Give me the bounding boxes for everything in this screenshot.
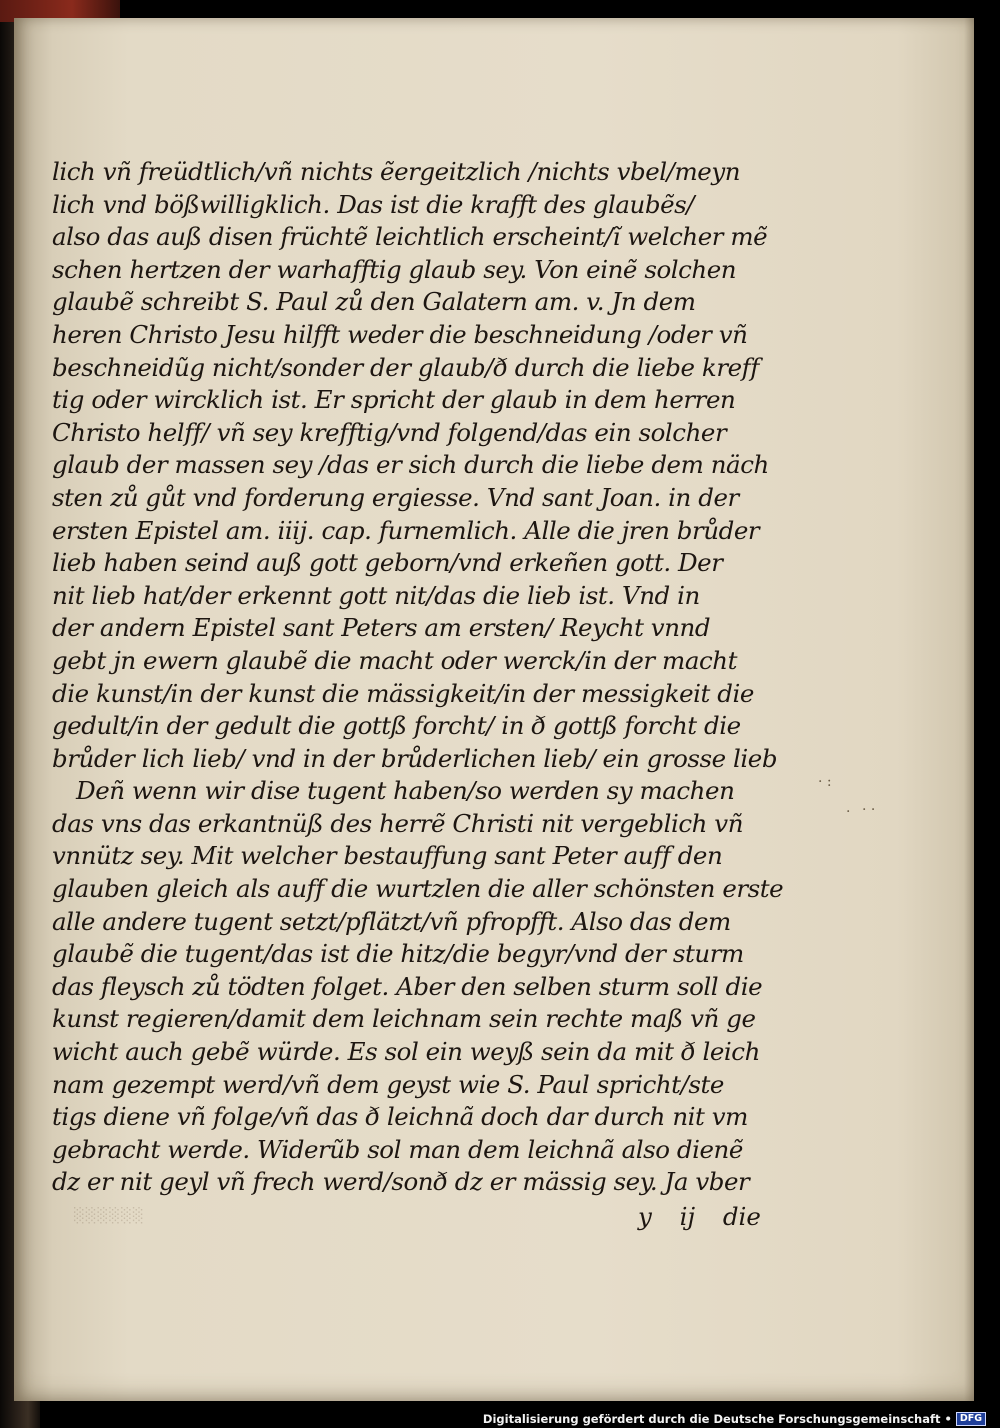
text-line: dz er nit geyl vñ frech werd/sonð dz er mässig sey. Ja vber <box>52 1167 750 1197</box>
margin-speck: · · <box>862 802 876 818</box>
text-line: lich vnd bößwilligklich. Das ist die krafft des glaubẽs/ <box>52 189 695 219</box>
text-line: kunst regieren/damit dem leichnam sein rechte maß vñ ge <box>52 1004 756 1034</box>
text-line: brůder lich lieb/ vnd in der brůderlichen lieb/ ein grosse lieb <box>52 743 778 773</box>
text-line: glaubẽ schreibt S. Paul zů den Galatern am. v. Jn dem <box>52 287 696 317</box>
text-line: das vns das erkantnüß des herrẽ Christi nit vergeblich vñ <box>52 808 744 838</box>
text-line: das fleysch zů tödten folget. Aber den selben sturm soll die <box>52 971 763 1001</box>
text-line: Deñ wenn wir dise tugent haben/so werden sy machen <box>76 776 735 806</box>
text-line: tigs diene vñ folge/vñ das ð leichnã doch dar durch nit vm <box>52 1102 748 1132</box>
text-line: ersten Epistel am. iiij. cap. furnemlich. Alle die jren brůder <box>52 515 760 545</box>
credit-text: Digitalisierung gefördert durch die Deutsche Forschungsgemeinschaft • <box>482 1412 952 1426</box>
margin-speck: · : <box>818 774 832 790</box>
text-line: beschneidũg nicht/sonder der glaub/ð durch die liebe kreff <box>52 352 759 382</box>
text-line: nam gezempt werd/vñ dem geyst wie S. Paul spricht/ste <box>52 1069 724 1099</box>
faint-library-stamp: ░░░░░░ <box>74 1208 145 1224</box>
text-line: nit lieb hat/der erkennt gott nit/das die lieb ist. Vnd in <box>52 580 700 610</box>
margin-speck: · <box>846 804 851 820</box>
text-line: glaubẽ die tugent/das ist die hitz/die begyr/vnd der sturm <box>52 939 744 969</box>
text-line: glauben gleich als auff die wurtzlen die aller schönsten erste <box>52 874 784 904</box>
dfg-logo-icon: DFG <box>956 1412 986 1426</box>
catchword: die <box>722 1202 761 1231</box>
text-line: tig oder wircklich ist. Er spricht der glaub in dem herren <box>52 385 736 415</box>
signature-mark: y ij <box>638 1202 696 1231</box>
text-line: gebt jn ewern glaubẽ die macht oder werck/in der macht <box>52 645 737 675</box>
text-line: wicht auch gebẽ würde. Es sol ein weyß sein da mit ð leich <box>52 1037 760 1067</box>
text-line: sten zů gůt vnd forderung ergiesse. Vnd sant Joan. in der <box>52 482 739 512</box>
signature-line <box>638 1202 761 1231</box>
page-edge-shadow <box>964 18 974 1401</box>
text-line: lich vñ freüdtlich/vñ nichts ẽergeitzlich /nichts vbel/meyn <box>52 157 741 186</box>
digitization-credit <box>483 1412 986 1426</box>
text-line: also das auß disen früchtẽ leichtlich erscheint/ĩ welcher mẽ <box>52 222 768 252</box>
text-line: die kunst/in der kunst die mässigkeit/in der messigkeit die <box>52 678 754 708</box>
text-line: der andern Epistel sant Peters am ersten/ Reycht vnnd <box>52 613 711 643</box>
book-page <box>14 18 974 1401</box>
text-line: gedult/in der gedult die gottß forcht/ in ð gottß forcht die <box>52 711 741 741</box>
text-line: schen hertzen der warhafftig glaub sey. Von einẽ solchen <box>52 254 737 284</box>
text-line: heren Christo Jesu hilfft weder die beschneidung /oder vñ <box>52 319 748 349</box>
text-line: vnnütz sey. Mit welcher bestauffung sant Peter auff den <box>52 841 723 871</box>
text-line: Christo helff/ vñ sey krefftig/vnd folgend/das ein solcher <box>52 417 727 447</box>
text-line: gebracht werde. Widerũb sol man dem leichnã also dienẽ <box>52 1134 743 1164</box>
text-line: glaub der massen sey /das er sich durch die liebe dem näch <box>52 450 769 480</box>
text-line: alle andere tugent setzt/pflätzt/vñ pfropfft. Also das dem <box>52 906 731 936</box>
text-block <box>52 156 784 1199</box>
text-line: lieb haben seind auß gott geborn/vnd erkeñen gott. Der <box>52 548 723 578</box>
